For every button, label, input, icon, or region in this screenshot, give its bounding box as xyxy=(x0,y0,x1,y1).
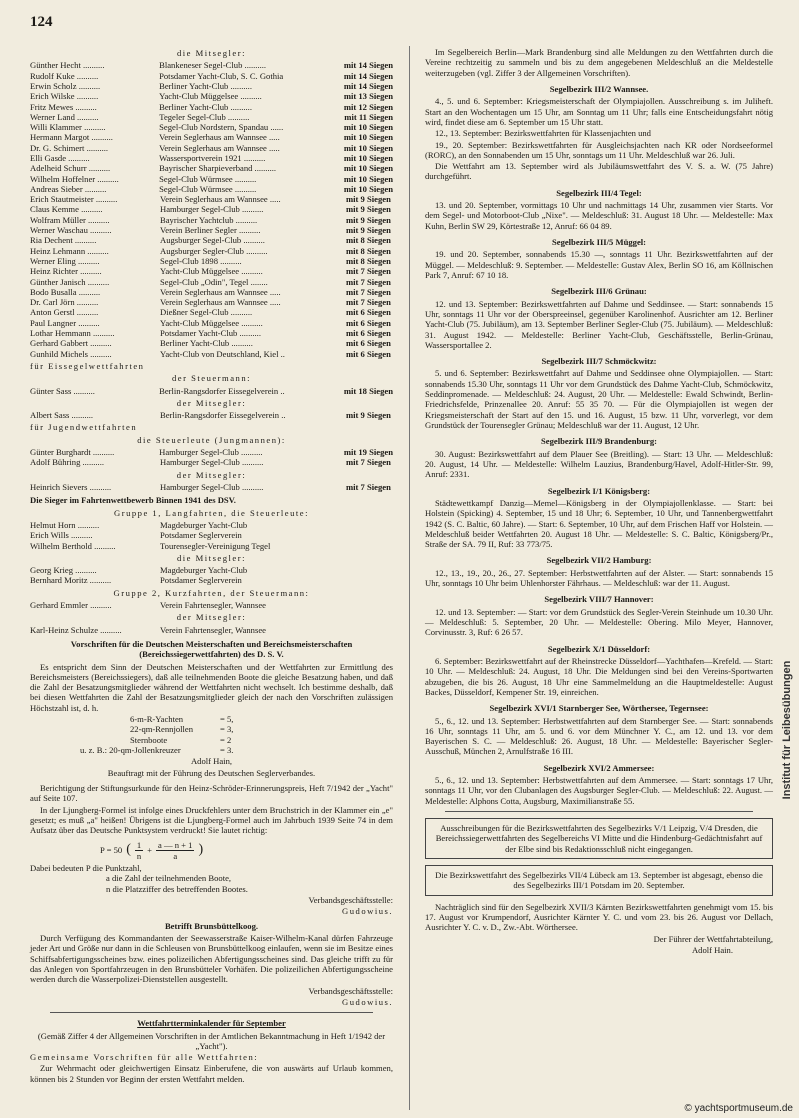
bezirk-text: 19. und 20. September, sonnabends 15.30 —, sonntags 11 Uhr. Bezirkswettfahrten auf der Müggel. — Meldeschluß: 9. September. — Meldestelle: Gustav Alex, Berlin SO 16, am Köllnischen Park 7, Anruf: 67 10 18. xyxy=(425,249,773,280)
bezirk-text: 13. und 20. September, vormittags 10 Uhr und nachmittags 14 Uhr, zusammen vier Starts. Vor dem Segel- und Motorboot-Club „Nixe". — Meldeschluß: 31. August 18 Uhr. — Meldestelle: Max Kuhn, Berlin SW 29, Körtestraße 12, Anruf: 66 04 89. xyxy=(425,200,773,231)
bezirk-title: Segelbezirk III/7 Schmöckwitz: xyxy=(541,356,657,367)
vorschriften-text: Es entspricht dem Sinn der Deutschen Meisterschaften und der Wettfahrten zur Ermittlung des Bereichsmeisters (Bereichssiegers), daß alle teilnehmenden Boote die gleiche Besatzung haben, und daß die Zahl der Besatzungsmitglieder während der Wettfahrten nicht wechselt. Ich bestimme deshalb, daß bei diesen Wettfahrten die Zahl der Besatzungsmitglieder gleich der nach den Vorschriften zulässigen Höchstzahl ist, d. h. xyxy=(30,661,393,713)
gemeinsame-label: Gemeinsame Vorschriften für alle Wettfahrten: xyxy=(30,1052,259,1063)
table-row: Heinz Richter .......... Yacht-Club Müggelsee .......... mit 7 Siegen xyxy=(30,266,391,277)
bezirk-text: 12., 13. September: Bezirkswettfahrten für Klassenjachten und xyxy=(435,128,651,139)
bezirk-title: Segelbezirk XVI/2 Ammersee: xyxy=(543,762,655,773)
table-row: Adolf Bühring .......... Hamburger Segel-Club .......... mit 7 Siegen xyxy=(30,457,391,468)
left-column xyxy=(30,46,393,1085)
table-row: Bernhard Moritz .......... Potsdamer Seglerverein xyxy=(30,575,242,586)
bezirk-text: 19., 20. September: Bezirkswettfahrten für Ausgleichsjachten nach KR oder Nordseeformel (RORC), an den Sonnabenden um 15 Uhr, sonntags um 11 Uhr. Meldeschluß war 26. Juli. xyxy=(425,139,773,160)
table-row: Albert Sass .......... Berlin-Rangsdorfer Eissegelverein .. mit 9 Siegen xyxy=(30,410,391,421)
fuehrer-label: Der Führer der Wettfahrtabteilung, xyxy=(653,933,773,944)
bezirk-title: Segelbezirk XVI/1 Starnberger See, Wörthersee, Tegernsee: xyxy=(489,703,709,714)
bezirk-title: Segelbezirk III/5 Müggel: xyxy=(551,237,647,247)
list-item: 22-qm-Rennjollen = 3, xyxy=(130,724,234,735)
table-row: Heinz Lehmann .......... Augsburger Segler-Club .......... mit 8 Siegen xyxy=(30,245,391,256)
table-row: Helmut Horn .......... Magdeburger Yacht-Club xyxy=(30,519,248,530)
bezirk-title: Segelbezirk X/1 Düsseldorf: xyxy=(547,643,651,654)
list-item: Sternboote = 2 xyxy=(130,734,232,745)
list-item: u. z. B.: 20-qm-Jollenkreuzer = 3. xyxy=(80,745,234,756)
bezirk-text: 4., 5. und 6. September: Kriegsmeisterschaft der Olympiajollen. Ausschreibung s. im Juliheft. Start an den Wochentagen um 15 Uhr, am Sonntag um 11 Uhr; falls eine Entscheidungsfahrt nötig wird, findet diese am 6. September um 15 Uhr statt. xyxy=(425,96,773,127)
bezirk-text: 6. September: Bezirkswettfahrt auf der Rheinstrecke Düsseldorf—Yachthafen—Krefeld. — Start: 10 Uhr. — Meldeschluß: 24. August, 18 Uhr. Die Meldungen sind bei den Vereins-Sportwarten abzugeben, die bis 26. August, 18 Uhr eine Sammelmeldung an die Hauptmeldestelle: August Backes, Düsseldorf, Kempener Str. 19, einreichen. xyxy=(425,655,773,697)
berichtigung-text2: In der Ljungberg-Formel ist infolge eines Druckfehlers unter dem Bruchstrich in der Klammer ein „e" gesetzt; es muß „a" heißen! Übrigens ist die Ljungberg-Formel auch im Jahrbuch 1939 Seite 74 in dem Aufsatz über das Deutsche Punktsystem verdruckt! Sie lautet richtig: xyxy=(30,804,393,836)
table-row: Wolfram Müller .......... Bayrischer Yachtclub .......... mit 9 Siegen xyxy=(30,214,391,225)
table-row: Anton Gerstl .......... Dießner Segel-Club .......... mit 6 Siegen xyxy=(30,307,391,318)
bezirk-title: Segelbezirk III/9 Brandenburg: xyxy=(540,436,658,447)
divider xyxy=(445,811,753,812)
table-row: Werner Eling .......... Segel-Club 1898 .......... mit 8 Siegen xyxy=(30,255,391,266)
g2-mitsegler-label: der Mitsegler: xyxy=(176,612,247,623)
column-divider xyxy=(409,46,410,1110)
kalender-title: Wettfahrtterminkalender für September xyxy=(137,1018,286,1029)
kalender-subtitle: (Gemäß Ziffer 4 der Allgemeinen Vorschriften in der Amtlichen Bekanntmachung in Heft 1/1942 der „Yacht"). xyxy=(37,1030,386,1051)
sidebar-stamp: Institut für Leibesübungen xyxy=(781,660,793,800)
dabei-line3: n die Platzziffer des betreffenden Bootes. xyxy=(106,883,248,894)
bezirk-text: 12., 13., 19., 20., 26., 27. September: Herbstwettfahrten auf der Alster. — Start: sonnabends 15 Uhr, sonntags 10 Uhr beim Uhlenhorster Fährhaus. — Meldeschluß: war der 11. August. xyxy=(425,567,773,589)
gudowius-signature: Gudowius. xyxy=(342,906,393,917)
table-row: Gunhild Michels .......... Yacht-Club von Deutschland, Kiel .. mit 6 Siegen xyxy=(30,348,391,359)
bezirk-text: 12. und 13. September: — Start: vor dem Grundstück des Segler-Verein Steinhude um 10.30 Uhr. — Meldeschluß: 5. September, 20 Uhr. — Meldestelle: Obering. Milo Meyer, Hannover, Corvinusstr. 3, Ruf: 6 26 57. xyxy=(425,606,773,638)
hain-signature: Adolf Hain, xyxy=(190,756,233,767)
table-row: Erwin Scholz .......... Berliner Yacht-Club .......... mit 14 Siegen xyxy=(30,80,393,91)
ljungberg-formula: P = 50 ( $\frac{1}{n}$ + $\frac{a — n + 1}{a}$ ) xyxy=(100,839,204,861)
table-row: Heinrich Sievers .......... Hamburger Segel-Club .......... mit 7 Siegen xyxy=(30,481,391,492)
table-row: Wilhelm Berthold .......... Tourensegler-Vereinigung Tegel xyxy=(30,540,271,551)
verband-label: Verbandsgeschäftsstelle: xyxy=(308,895,393,906)
bezirk-title: Segelbezirk III/4 Tegel: xyxy=(556,187,642,198)
gruppe1-label: Gruppe 1, Langfahrten, die Steuerleute: xyxy=(114,507,309,518)
bezirk-title: Segelbezirk III/6 Grünau: xyxy=(551,286,647,297)
table-row: Karl-Heinz Schulze .......... Verein Fahrtensegler, Wannsee xyxy=(30,624,266,635)
jugend-mitsegler-label: der Mitsegler: xyxy=(176,469,247,480)
table-row: Werner Waschau .......... Verein Berliner Segler .......... mit 9 Siegen xyxy=(30,225,391,236)
table-row: Adelheid Schurr .......... Bayrischer Sharpieverband .......... mit 10 Siegen xyxy=(30,163,393,174)
bezirk-text: 5., 6., 12. und 13. September: Herbstwettfahrten auf dem Ammersee. — Start: sonntags 17 Uhr, sonntags 11 Uhr, vor den Clubanlagen des Augsburger Segler-Club. — Meldeschluß: 22. August. — Meldestelle: Alphons Cotta, Augsburg, Maximilianstraße 55. xyxy=(425,775,773,806)
bezirk-title: Segelbezirk I/1 Königsberg: xyxy=(547,485,651,496)
table-row: Gerhard Emmler .......... Verein Fahrtensegler, Wannsee xyxy=(30,600,266,611)
fuehrer-name: Adolf Hain. xyxy=(691,944,733,955)
bezirk-text: Städtewettkampf Danzig—Memel—Königsberg in der Olympiajollenklasse. — Start: bei Holstein (Spicking) 4. September, 15 und 18 Uhr; 6. September, 10 Uhr, und Tannenbergwettfahrt 1942 (S. C. Baltic, 60 Jahre). — Start: 6. September, 10 Uhr, auf dem Frischen Haff vor Holstein. — Meldeschluß beider Wettfahrten 20. August 18 Uhr. — Meldestelle: S. C. Baltic, Königsberg/Pr., Straße der SA. 79 II, Ruf: 33 773/75. xyxy=(425,497,773,550)
jugend-label: für Jugendwettfahrten xyxy=(30,422,138,433)
notice-box: Die Bezirkswettfahrt des Segelbezirks VII/4 Lübeck am 13. September ist abgesagt, ebenso die des Segelbezirks III/1 Potsdam im 20. September. xyxy=(425,865,773,896)
table-row: Günther Hecht .......... Blankeneser Segel-Club .......... mit 14 Siegen xyxy=(30,60,393,71)
list-item: 6-m-R-Yachten = 5, xyxy=(130,714,234,725)
dabei-line2: a die Zahl der teilnehmenden Boote, xyxy=(106,873,232,884)
table-row: Lothar Hemmann .......... Potsdamer Yacht-Club .......... mit 6 Siegen xyxy=(30,328,391,339)
brunsbuettel-title: Betrifft Brunsbüttelkoog. xyxy=(164,920,259,931)
eis-steuermann-label: der Steuermann: xyxy=(171,373,252,384)
right-column xyxy=(425,46,773,956)
bezirk-title: Segelbezirk III/2 Wannsee. xyxy=(549,83,649,94)
intro-text: Im Segelbereich Berlin—Mark Brandenburg sind alle Meldungen zu den Wettfahrten durch die Vereine rechtzeitig zu sammeln und bis zu dem angegebenen Meldeschluß an die Meldestelle weiterzugeben (vgl. Ziffer 3 der Allgemeinen Vorschriften). xyxy=(425,47,773,78)
table-row: Elli Gasde .......... Wassersportverein 1921 .......... mit 10 Siegen xyxy=(30,152,393,163)
table-row: Erich Stautmeister .......... Verein Seglerhaus am Wannsee ..... mit 9 Siegen xyxy=(30,194,391,205)
mitsegler-list xyxy=(30,60,393,359)
gruppe2-label: Gruppe 2, Kurzfahrten, der Steuermann: xyxy=(113,587,310,598)
eis-mitsegler-label: der Mitsegler: xyxy=(176,397,247,408)
bezirke-list xyxy=(425,84,773,806)
jugend-steuer-label: die Steuerleute (Jungmannen): xyxy=(137,434,286,445)
table-row: Willi Klammer .......... Segel-Club Nordstern, Spandau ...... mit 10 Siegen xyxy=(30,122,393,133)
table-row: Günter Burghardt .......... Hamburger Segel-Club .......... mit 19 Siegen xyxy=(30,447,393,458)
notice-box: Ausschreibungen für die Bezirkswettfahrten des Segelbezirks V/1 Leipzig, V/4 Dresden, die Bereichssiegerwettfahrten des Segelbereichs VI Mitte und die Hindenburg-Gedächtnisfahrt auf der Elbe sind bis Redaktionsschluß nicht eingegangen. xyxy=(425,818,773,859)
g1-mitsegler-label: die Mitsegler: xyxy=(177,552,246,563)
table-row: Günther Janisch .......... Segel-Club „Odin", Tegel ........ mit 7 Siegen xyxy=(30,276,391,287)
table-row: Rudolf Kuke .......... Potsdamer Yacht-Club, S. C. Gothia mit 14 Siegen xyxy=(30,70,393,81)
verband-label: Verbandsgeschäftsstelle: xyxy=(308,985,393,996)
table-row: Claus Kemme .......... Hamburger Segel-Club .......... mit 9 Siegen xyxy=(30,204,391,215)
boat-list xyxy=(80,714,393,756)
bezirk-title: Segelbezirk VIII/7 Hannover: xyxy=(544,594,654,605)
table-row: Ria Dechent .......... Augsburger Segel-Club .......... mit 8 Siegen xyxy=(30,235,391,246)
nachtraeglich-text: Nachträglich sind für den Segelbezirk XVII/3 Kärnten Bezirkswettfahrten genehmigt vom 15. bis 17. August vor Krumpendorf, Ausrichter Kärnter Y. C. und vom 23. bis 26. August vor Dellach, Ausrichter Y. C. v. D., Zw.-Abt. Wörthersee. xyxy=(425,901,773,933)
gudowius-signature: Gudowius. xyxy=(342,996,393,1007)
table-row: Andreas Sieber .......... Segel-Club Würmsee .......... mit 10 Siegen xyxy=(30,183,393,194)
bezirk-text: Die Wettfahrt am 13. September wird als Jubiläumswettfahrt des V. S. a. W. (75 Jahre) durchgeführt. xyxy=(425,161,773,182)
table-row: Erich Wilske .......... Yacht-Club Müggelsee .......... mit 13 Siegen xyxy=(30,91,393,102)
eis-label: für Eissegelwettfahrten xyxy=(30,360,145,371)
table-row: Gerhard Gabbert .......... Berliner Yacht-Club .......... mit 6 Siegen xyxy=(30,338,391,349)
table-row: Günter Sass .......... Berlin-Rangsdorfer Eissegelverein .. mit 18 Siegen xyxy=(30,385,393,396)
hain-role: Beauftragt mit der Führung des Deutschen Seglerverbandes. xyxy=(107,767,316,778)
table-row: Paul Langner .......... Yacht-Club Müggelsee .......... mit 6 Siegen xyxy=(30,317,391,328)
watermark: © yachtsportmuseum.de xyxy=(684,1103,793,1114)
berichtigung-text: Berichtigung der Stiftungsurkunde für den Heinz-Schröder-Erinnerungspreis, Heft 7/1942 der „Yacht" auf Seite 107. xyxy=(30,782,393,804)
brunsbuettel-text: Durch Verfügung des Kommandanten der Seewasserstraße Kaiser-Wilhelm-Kanal dürfen Fahrzeuge jeder Art und Größe nur dann in die Schleusen von Brunsbüttelkoog einlaufen, wenn sie im Besitze eines Schiffsabfertigungsscheines bzw. eines polizeilichen Abfertigungsscheines sind. Das gleiche trifft zu für das Anlegen von Sportfahrzeugen in den Brunsbütteler Vorhäfen. Die polizeilichen Abfertigungsscheine werden durch die Wasserpolizei-Dienststellen ausgestellt. xyxy=(30,933,393,985)
bezirk-title: Segelbezirk VII/2 Hamburg: xyxy=(546,555,652,566)
divider xyxy=(50,1012,373,1013)
dabei-line1: Dabei bedeuten P die Punktzahl, xyxy=(30,863,142,874)
table-row: Bodo Busalla .......... Verein Seglerhaus am Wannsee ..... mit 7 Siegen xyxy=(30,286,391,297)
table-row: Erich Wills .......... Potsdamer Seglerverein xyxy=(30,530,242,541)
bezirk-text: 5. und 6. September: Bezirkswettfahrt auf Dahme und Seddinsee ohne Olympiajollen. — Start: sonnabends 15.30 Uhr, sonntags 11 Uhr vor dem Grundstück des Dahme Yacht-Club, Schmöckwitz, Seddinpromenade. — Meldeschluß: 24. August, 20 Uhr. — Meldestelle: Ewald Schwindt, Berlin-Friedrichsfelde, Prinzenallee 20. Anruf: 55 35 70. — Für die Olympiajollen ist wegen der Kriegsmeisterschaft der Start auf den 15. und 16. August, 15 bzw. 11 Uhr, vorverlegt, vor dem Grundstück der Tourensegler Grünau; Meldeschluß war der 11. August, 12 Uhr. xyxy=(425,368,773,430)
bezirk-text: 5., 6., 12. und 13. September: Herbstwettfahrten auf dem Starnberger See. — Start: sonnabends 16 Uhr, sonntags 11 Uhr, am 5. und 6. vor dem Münchner Y. C., am 12. und 13. vor dem Bayerischen S. C. — Meldeschluß: 26. August, 18 Uhr. — Meldestelle: Bayerischer Segler-Ausschuß, München 2, Arnulfstraße 16 III. xyxy=(425,715,773,757)
mitsegler-label: die Mitsegler: xyxy=(177,48,246,58)
fahrten-title: Die Sieger im Fahrtenwettbewerb Binnen 1941 des DSV. xyxy=(30,495,236,506)
table-row: Fritz Mewes .......... Berliner Yacht-Club .......... mit 12 Siegen xyxy=(30,101,393,112)
table-row: Dr. G. Schimert .......... Verein Seglerhaus am Wannsee ..... mit 10 Siegen xyxy=(30,142,393,153)
vorschriften-title: Vorschriften für die Deutschen Meisterschaften und Bereichsmeisterschaften (Bereichssiegerwettfahrten) des D. S. V. xyxy=(70,638,353,660)
table-row: Georg Krieg .......... Magdeburger Yacht-Club xyxy=(30,565,248,576)
table-row: Werner Land .......... Tegeler Segel-Club .......... mit 11 Siegen xyxy=(30,111,393,122)
table-row: Wilhelm Hoffelner .......... Segel-Club Würmsee .......... mit 10 Siegen xyxy=(30,173,393,184)
table-row: Hermann Margot .......... Verein Seglerhaus am Wannsee ..... mit 10 Siegen xyxy=(30,132,393,143)
page-number: 124 xyxy=(30,14,53,30)
bezirk-text: 30. August: Bezirkswettfahrt auf dem Plauer See (Breitling). — Start: 13 Uhr. — Meldeschluß: 20. August, 14 Uhr. — Meldestelle: Wilhelm Lauzius, Brandenburg/Havel, Adolf-Hitler-Str. 99, Anruf: 2331. xyxy=(425,448,773,480)
gemeinsame-text: Zur Wehrmacht oder gleichwertigen Einsatz Einberufene, die von auswärts auf Urlaub kommen, können bis 2 Stunden vor Beginn der ersten Wettfahrt melden. xyxy=(30,1063,393,1084)
bezirk-text: 12. und 13. September: Bezirkswettfahrten auf Dahme und Seddinsee. — Start: sonnabends 15 Uhr, sonntags 11 Uhr vor der Oberspreeinsel, gegenüber Karolinenhof. Ausrichter am 12. Berliner Yacht-Club (75. Jubiläum), am 13. September Berliner Segler-Club (75. Jubiläum). — Meldeschluß: 31. August 1942. — Meldestelle: Berliner Yacht-Club, Geschäftsstelle, Berlin-Grünau, Wassersportallee 2. xyxy=(425,298,773,350)
table-row: Dr. Carl Jörn .......... Verein Seglerhaus am Wannsee ..... mit 7 Siegen xyxy=(30,297,391,308)
